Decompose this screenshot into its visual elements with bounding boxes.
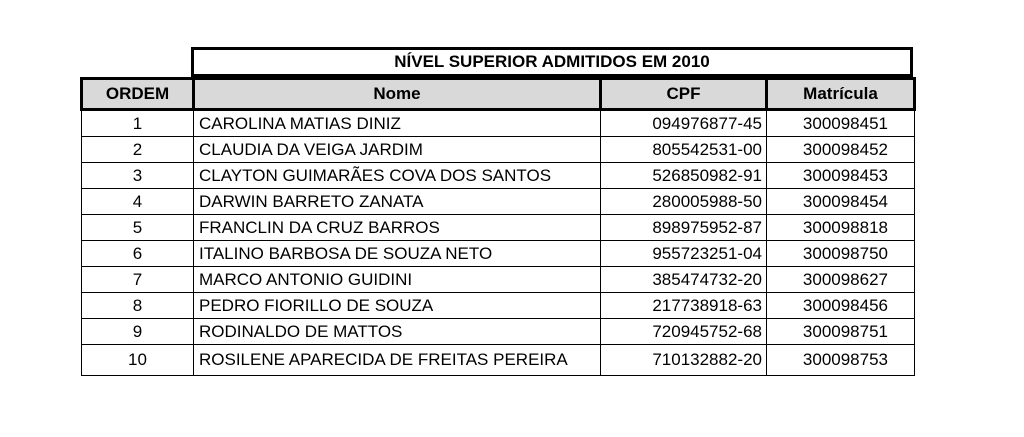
cell-matricula: 300098818 (767, 215, 915, 241)
cell-cpf: 385474732-20 (601, 267, 767, 293)
cell-matricula: 300098750 (767, 241, 915, 267)
cell-cpf: 805542531-00 (601, 137, 767, 163)
table-row (82, 137, 915, 163)
cell-cpf: 710132882-20 (601, 345, 767, 376)
cell-nome: PEDRO FIORILLO DE SOUZA (194, 293, 601, 319)
table-row (82, 189, 915, 215)
cell-cpf: 217738918-63 (601, 293, 767, 319)
header-ordem: ORDEM (82, 79, 194, 110)
cell-nome: FRANCLIN DA CRUZ BARROS (194, 215, 601, 241)
cell-ordem: 3 (82, 163, 194, 189)
table-title: NÍVEL SUPERIOR ADMITIDOS EM 2010 (191, 47, 913, 77)
table-row (82, 163, 915, 189)
cell-ordem: 4 (82, 189, 194, 215)
cell-matricula: 300098454 (767, 189, 915, 215)
cell-cpf: 898975952-87 (601, 215, 767, 241)
cell-nome: ITALINO BARBOSA DE SOUZA NETO (194, 241, 601, 267)
cell-cpf: 526850982-91 (601, 163, 767, 189)
cell-matricula: 300098753 (767, 345, 915, 376)
cell-cpf: 280005988-50 (601, 189, 767, 215)
cell-ordem: 5 (82, 215, 194, 241)
cell-nome: MARCO ANTONIO GUIDINI (194, 267, 601, 293)
table-row (82, 293, 915, 319)
cell-ordem: 7 (82, 267, 194, 293)
cell-ordem: 8 (82, 293, 194, 319)
cell-ordem: 1 (82, 110, 194, 137)
cell-cpf: 955723251-04 (601, 241, 767, 267)
header-cpf: CPF (601, 79, 767, 110)
cell-matricula: 300098453 (767, 163, 915, 189)
cell-cpf: 720945752-68 (601, 319, 767, 345)
table-row (82, 215, 915, 241)
header-row (82, 79, 915, 110)
cell-matricula: 300098456 (767, 293, 915, 319)
cell-matricula: 300098751 (767, 319, 915, 345)
cell-nome: DARWIN BARRETO ZANATA (194, 189, 601, 215)
cell-nome: CAROLINA MATIAS DINIZ (194, 110, 601, 137)
table-row (82, 241, 915, 267)
cell-matricula: 300098627 (767, 267, 915, 293)
cell-ordem: 10 (82, 345, 194, 376)
cell-matricula: 300098452 (767, 137, 915, 163)
cell-nome: CLAYTON GUIMARÃES COVA DOS SANTOS (194, 163, 601, 189)
cell-ordem: 2 (82, 137, 194, 163)
cell-nome: ROSILENE APARECIDA DE FREITAS PEREIRA (194, 345, 601, 376)
cell-nome: RODINALDO DE MATTOS (194, 319, 601, 345)
header-nome: Nome (194, 79, 601, 110)
table-row (82, 319, 915, 345)
table-row (82, 110, 915, 137)
header-matricula: Matrícula (767, 79, 915, 110)
cell-ordem: 9 (82, 319, 194, 345)
table-row (82, 267, 915, 293)
cell-matricula: 300098451 (767, 110, 915, 137)
table-row (82, 345, 915, 376)
cell-cpf: 094976877-45 (601, 110, 767, 137)
cell-nome: CLAUDIA DA VEIGA JARDIM (194, 137, 601, 163)
cell-ordem: 6 (82, 241, 194, 267)
admitted-staff-table (80, 77, 916, 376)
